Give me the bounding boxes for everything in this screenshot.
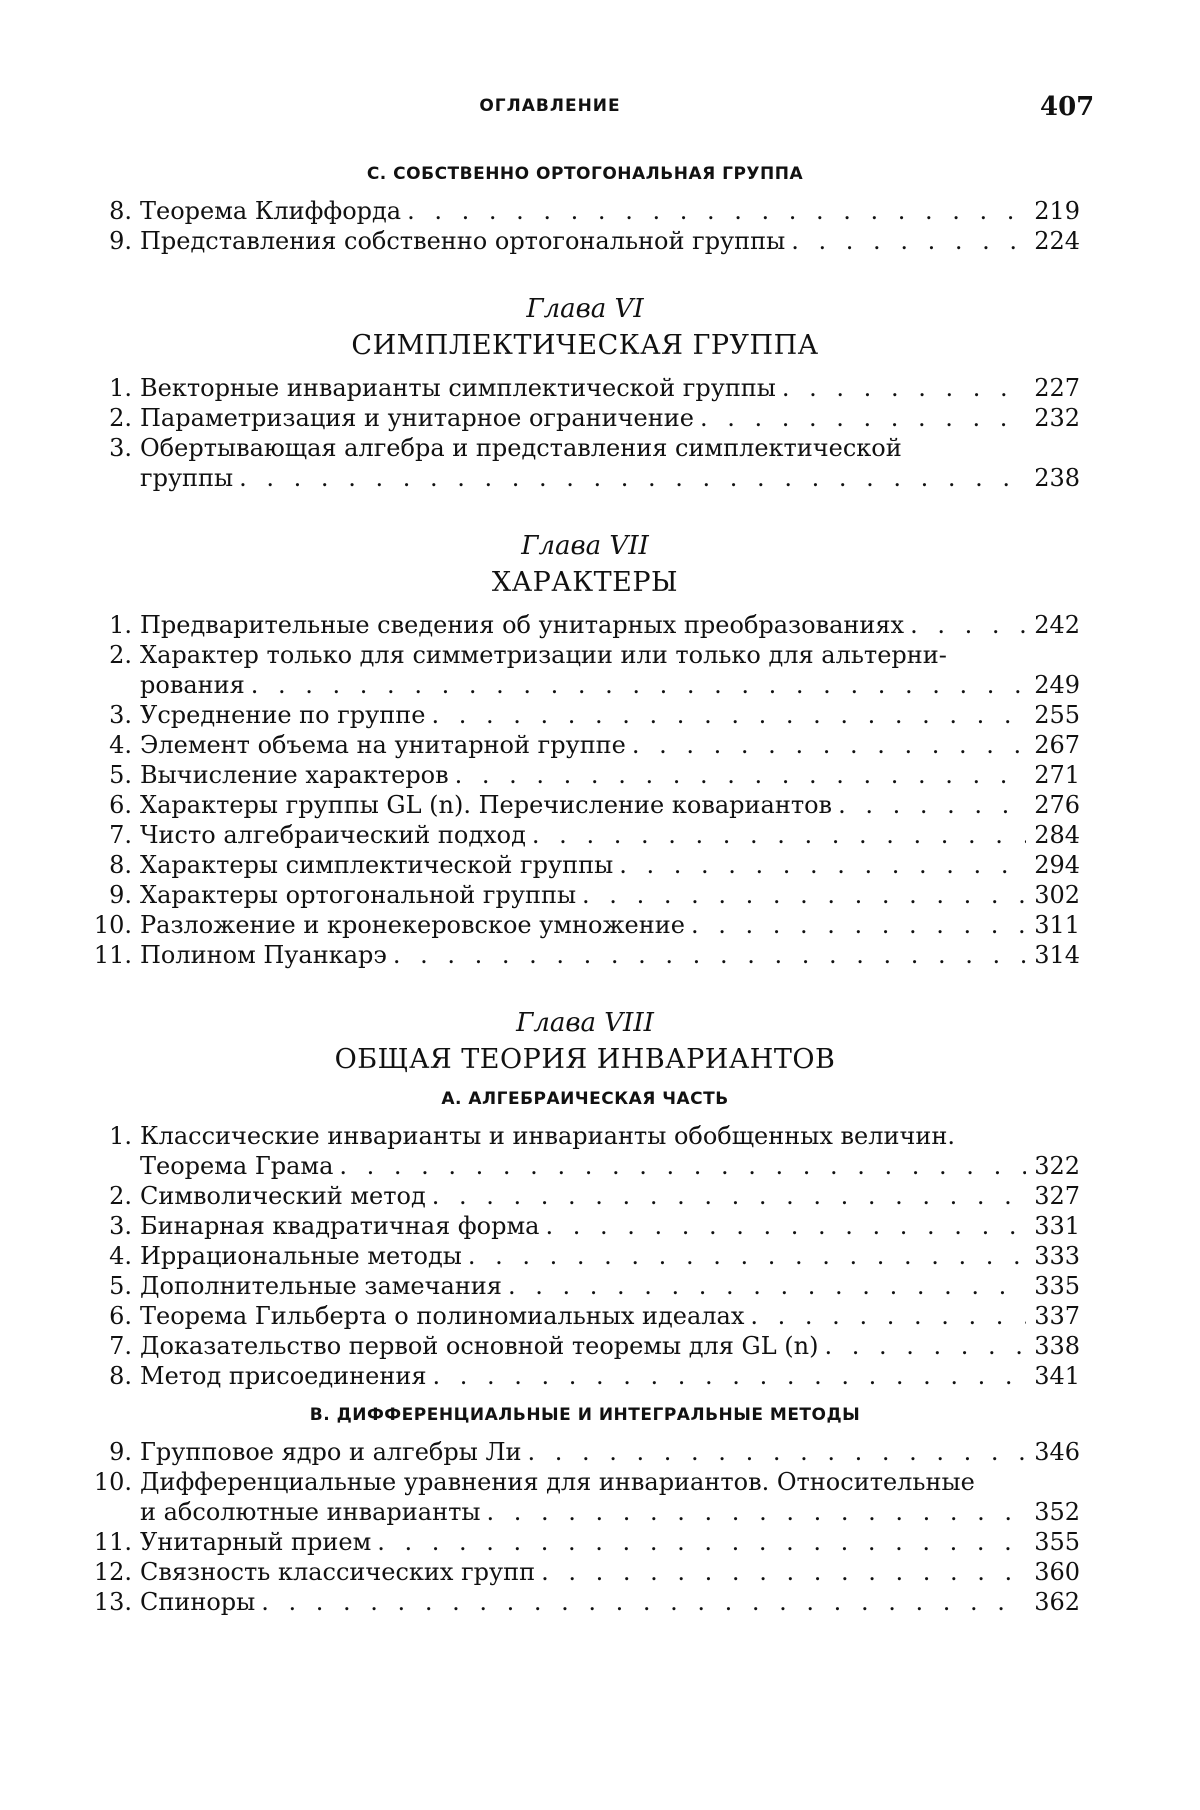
toc-entry [90,730,1080,760]
entry-page: 311 [1034,911,1080,939]
toc-entry [90,1271,1080,1301]
entry-body [140,1361,1080,1391]
toc-entry [90,610,1080,640]
entry-title: Дополнительные замечания [140,1272,502,1300]
toc-entry [90,1437,1080,1467]
entry-list [90,1437,1080,1617]
entry-page: 352 [1034,1498,1080,1526]
entry-number: 7. [109,821,132,849]
entry-body [140,1467,1080,1527]
entry-title: Разложение и кронекеровское умножение [140,911,685,939]
entry-body [140,1557,1080,1587]
entry-title-line-1: Дифференциальные уравнения для инвариантов. Относительные [140,1468,975,1496]
entry-body [140,910,1080,940]
dot-leader [824,1331,1026,1361]
entry-title: Унитарный прием [140,1528,372,1556]
dot-leader [261,1587,1026,1617]
entry-title: Теорема Гильберта о полиномиальных идеалах [140,1302,745,1330]
entry-number: 2. [109,1182,132,1210]
dot-leader [432,1181,1026,1211]
entry-page: 271 [1034,761,1080,789]
entry-page: 219 [1034,197,1080,225]
dot-leader [339,1151,1026,1181]
entry-body [140,1271,1080,1301]
entry-number: 1. [109,374,132,402]
entry-page: 335 [1034,1272,1080,1300]
entry-body [140,1587,1080,1617]
toc-entry [90,1467,1080,1527]
toc-entry [90,790,1080,820]
entry-number: 12. [93,1558,132,1586]
toc-entry [90,850,1080,880]
dot-leader [545,1211,1026,1241]
table-of-contents [90,160,1080,1617]
running-head [0,92,1200,136]
entry-number: 5. [109,761,132,789]
entry-page: 249 [1034,671,1080,699]
entry-title-line-1: Обертывающая алгебра и представления симплектической [140,434,902,462]
entry-page: 314 [1034,941,1080,969]
toc-entry [90,880,1080,910]
entry-page: 238 [1034,464,1080,492]
chapter-title-8: ОБЩАЯ ТЕОРИЯ ИНВАРИАНТОВ [334,1044,836,1075]
entry-number: 4. [109,731,132,759]
entry-list [90,373,1080,493]
entry-number: 8. [109,197,132,225]
entry-list [90,196,1080,256]
toc-entry [90,820,1080,850]
entry-number: 3. [109,434,132,462]
entry-title: Характеры группы GL (n). Перечисление ковариантов [140,791,833,819]
entry-number: 6. [109,1302,132,1330]
entry-number: 7. [109,1332,132,1360]
entry-list [90,1121,1080,1391]
entry-page: 294 [1034,851,1080,879]
entry-page: 267 [1034,731,1080,759]
entry-title-line-2-row [140,1151,1080,1181]
entry-number: 3. [109,701,132,729]
entry-body [140,1331,1080,1361]
running-title: ОГЛАВЛЕНИЕ [479,96,621,116]
entry-number: 1. [109,611,132,639]
toc-entry [90,226,1080,256]
entry-title: Метод присоединения [140,1362,427,1390]
entry-title-line-2: и абсолютные инварианты [140,1498,481,1526]
toc-entry [90,403,1080,433]
entry-body [140,730,1080,760]
entry-title: Символический метод [140,1182,426,1210]
entry-title-line-1: Классические инварианты и инварианты обобщенных величин. [140,1122,955,1150]
entry-title: Теорема Клиффорда [140,197,402,225]
entry-page: 302 [1034,881,1080,909]
entry-body [140,403,1080,433]
entry-page: 255 [1034,701,1080,729]
entry-page: 276 [1034,791,1080,819]
dot-leader [619,850,1026,880]
entry-page: 284 [1034,821,1080,849]
entry-title: Доказательство первой основной теоремы для GL (n) [140,1332,819,1360]
toc-entry [90,640,1080,700]
entry-number: 2. [109,641,132,669]
entry-number: 11. [93,1528,132,1556]
dot-leader [541,1557,1026,1587]
entry-number: 3. [109,1212,132,1240]
dot-leader [910,610,1026,640]
entry-body [140,433,1080,493]
entry-title-line-2: группы [140,464,234,492]
dot-leader [468,1241,1026,1271]
toc-entry [90,1211,1080,1241]
entry-number: 8. [109,1362,132,1390]
dot-leader [239,463,1026,493]
dot-leader [455,760,1026,790]
entry-title: Параметризация и унитарное ограничение [140,404,694,432]
dot-leader [432,1361,1026,1391]
entry-title-line-2-row [140,463,1080,493]
entry-page: 333 [1034,1242,1080,1270]
entry-body [140,760,1080,790]
toc-entry [90,910,1080,940]
chapter-label-7: Глава VII [521,531,649,561]
dot-leader [750,1301,1026,1331]
entry-title: Характеры ортогональной группы [140,881,577,909]
entry-body [140,1121,1080,1181]
entry-title: Элемент объема на унитарной группе [140,731,626,759]
entry-page: 341 [1034,1362,1080,1390]
toc-entry [90,1587,1080,1617]
dot-leader [838,790,1026,820]
entry-title-line-2: Теорема Грама [140,1152,334,1180]
dot-leader [632,730,1026,760]
dot-leader [700,403,1026,433]
entry-number: 5. [109,1272,132,1300]
entry-title: Бинарная квадратичная форма [140,1212,540,1240]
entry-page: 355 [1034,1528,1080,1556]
toc-entry [90,196,1080,226]
entry-page: 242 [1034,611,1080,639]
section-heading-a: А. АЛГЕБРАИЧЕСКАЯ ЧАСТЬ [441,1089,729,1109]
entry-number: 6. [109,791,132,819]
dot-leader [508,1271,1026,1301]
entry-page: 227 [1034,374,1080,402]
entry-title: Представления собственно ортогональной группы [140,227,786,255]
toc-entry [90,1241,1080,1271]
toc-entry [90,1121,1080,1181]
entry-number: 2. [109,404,132,432]
entry-title: Усреднение по группе [140,701,426,729]
entry-number: 9. [109,227,132,255]
toc-entry [90,700,1080,730]
entry-title-line-2-row [140,670,1080,700]
entry-page: 232 [1034,404,1080,432]
entry-page: 360 [1034,1558,1080,1586]
entry-page: 338 [1034,1332,1080,1360]
entry-body [140,610,1080,640]
entry-title: Связность классических групп [140,1558,536,1586]
toc-entry [90,1301,1080,1331]
entry-body [140,1211,1080,1241]
toc-entry [90,373,1080,403]
dot-leader [431,700,1026,730]
chapter-title-6: СИМПЛЕКТИЧЕСКАЯ ГРУППА [351,330,819,361]
dot-leader [791,226,1026,256]
dot-leader [486,1497,1026,1527]
entry-number: 9. [109,1438,132,1466]
entry-title: Спиноры [140,1588,256,1616]
entry-body [140,880,1080,910]
toc-entry [90,1361,1080,1391]
toc-entry [90,1331,1080,1361]
entry-title-line-1: Характер только для симметризации или только для альтерни- [140,641,947,669]
toc-entry [90,433,1080,493]
dot-leader [528,1437,1027,1467]
section-heading-b: В. ДИФФЕРЕНЦИАЛЬНЫЕ И ИНТЕГРАЛЬНЫЕ МЕТОДЫ [309,1405,861,1425]
entry-number: 10. [93,1468,132,1496]
entry-page: 327 [1034,1182,1080,1210]
entry-body [140,700,1080,730]
entry-body [140,373,1080,403]
entry-page: 337 [1034,1302,1080,1330]
chapter-label-8: Глава VIII [516,1008,654,1038]
entry-number: 10. [93,911,132,939]
entry-title-line-2-row [140,1497,1080,1527]
entry-body [140,790,1080,820]
entry-page: 331 [1034,1212,1080,1240]
entry-number: 13. [93,1588,132,1616]
entry-page: 224 [1034,227,1080,255]
entry-list [90,610,1080,970]
dot-leader [532,820,1026,850]
dot-leader [691,910,1026,940]
entry-number: 4. [109,1242,132,1270]
toc-entry [90,940,1080,970]
entry-body [140,1301,1080,1331]
toc-entry [90,1181,1080,1211]
entry-body [140,1527,1080,1557]
entry-number: 11. [93,941,132,969]
entry-body [140,820,1080,850]
entry-body [140,940,1080,970]
entry-body [140,1181,1080,1211]
entry-body [140,640,1080,700]
entry-body [140,850,1080,880]
entry-title: Векторные инварианты симплектической группы [140,374,776,402]
entry-number: 9. [109,881,132,909]
entry-page: 346 [1034,1438,1080,1466]
entry-title: Вычисление характеров [140,761,449,789]
entry-title-line-2: рования [140,671,245,699]
entry-title: Полином Пуанкарэ [140,941,387,969]
entry-number: 8. [109,851,132,879]
entry-title: Чисто алгебраический подход [140,821,526,849]
dot-leader [251,670,1026,700]
entry-title: Предварительные сведения об унитарных преобразованиях [140,611,905,639]
section-heading-c: С. СОБСТВЕННО ОРТОГОНАЛЬНАЯ ГРУППА [366,164,804,184]
entry-page: 322 [1034,1152,1080,1180]
toc-entry [90,760,1080,790]
chapter-title-7: ХАРАКТЕРЫ [491,567,679,598]
entry-body [140,196,1080,226]
dot-leader [407,196,1026,226]
entry-number: 1. [109,1122,132,1150]
chapter-label-6: Глава VI [526,294,644,324]
dot-leader [393,940,1026,970]
toc-entry [90,1527,1080,1557]
dot-leader [377,1527,1026,1557]
entry-title: Характеры симплектической группы [140,851,614,879]
page-number: 407 [1040,92,1095,122]
entry-page: 362 [1034,1588,1080,1616]
toc-entry [90,1557,1080,1587]
dot-leader [782,373,1026,403]
entry-body [140,1241,1080,1271]
entry-title: Групповое ядро и алгебры Ли [140,1438,522,1466]
dot-leader [582,880,1026,910]
entry-body [140,1437,1080,1467]
entry-body [140,226,1080,256]
entry-title: Иррациональные методы [140,1242,462,1270]
